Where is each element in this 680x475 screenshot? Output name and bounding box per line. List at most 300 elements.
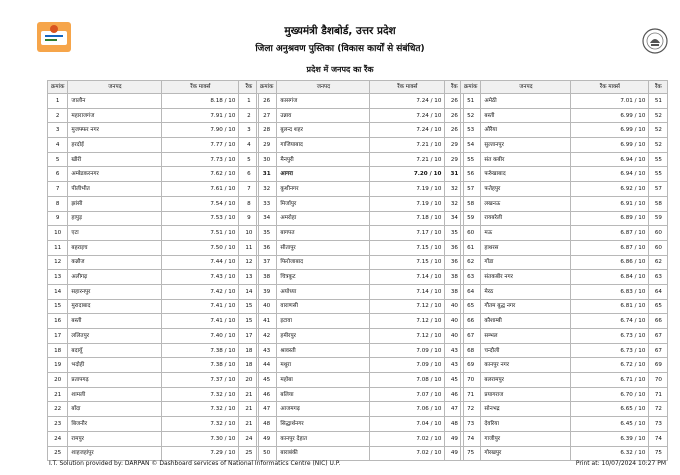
cell-rank: 20 bbox=[239, 373, 259, 388]
cell-score: 7.24 / 10 bbox=[370, 123, 445, 138]
cell-district: रामपुर bbox=[68, 431, 162, 446]
table-row bbox=[257, 123, 464, 138]
cell-serial: 74 bbox=[461, 431, 481, 446]
cell-district: अमरोहा bbox=[277, 211, 370, 226]
table-row bbox=[257, 358, 464, 373]
cell-district: शामली bbox=[68, 387, 162, 402]
cell-serial: 9 bbox=[48, 211, 68, 226]
cell-score: 7.90 / 10 bbox=[162, 123, 239, 138]
table-row bbox=[48, 240, 259, 255]
cell-score: 6.45 / 10 bbox=[571, 417, 649, 432]
cell-district: गाजीपुर bbox=[481, 431, 571, 446]
table-row bbox=[48, 123, 259, 138]
cell-rank: 60 bbox=[649, 240, 668, 255]
cell-score: 7.17 / 10 bbox=[370, 226, 445, 241]
cell-serial: 53 bbox=[461, 123, 481, 138]
cell-district: सम्भल bbox=[481, 329, 571, 344]
cell-district: गोरखपुर bbox=[481, 446, 571, 461]
cell-district: सोनभद्र bbox=[481, 402, 571, 417]
cell-rank: 6 bbox=[239, 167, 259, 182]
cell-district: प्रतापगढ़ bbox=[68, 373, 162, 388]
cell-district: अम्बेडकरनगर bbox=[68, 167, 162, 182]
cell-score: 7.53 / 10 bbox=[162, 211, 239, 226]
cell-district: गाजियाबाद bbox=[277, 138, 370, 153]
table-row bbox=[48, 329, 259, 344]
cell-score: 7.91 / 10 bbox=[162, 108, 239, 123]
cell-serial: 12 bbox=[48, 255, 68, 270]
table-row bbox=[48, 402, 259, 417]
cell-rank: 55 bbox=[649, 152, 668, 167]
table-row bbox=[257, 299, 464, 314]
cell-score: 7.43 / 10 bbox=[162, 270, 239, 285]
cell-score: 6.73 / 10 bbox=[571, 329, 649, 344]
cell-district: प्रयागराज bbox=[481, 387, 571, 402]
cell-district: चन्दौली bbox=[481, 343, 571, 358]
cell-district: फिरोजाबाद bbox=[277, 255, 370, 270]
cell-score: 6.92 / 10 bbox=[571, 182, 649, 197]
cell-serial: 46 bbox=[257, 387, 277, 402]
cell-rank: 9 bbox=[239, 211, 259, 226]
cell-district: खीरी bbox=[68, 152, 162, 167]
cell-score: 7.19 / 10 bbox=[370, 182, 445, 197]
cell-serial: 57 bbox=[461, 182, 481, 197]
cell-serial: 3 bbox=[48, 123, 68, 138]
cell-district: उन्नाव bbox=[277, 108, 370, 123]
cell-district: फर्रुखाबाद bbox=[481, 167, 571, 182]
cell-rank: 60 bbox=[649, 226, 668, 241]
table-row bbox=[257, 417, 464, 432]
cell-serial: 31 bbox=[257, 167, 277, 182]
table-row bbox=[48, 270, 259, 285]
table-row bbox=[461, 123, 668, 138]
cell-score: 7.54 / 10 bbox=[162, 196, 239, 211]
cell-district: बाँदा bbox=[68, 402, 162, 417]
cell-serial: 16 bbox=[48, 314, 68, 329]
cell-serial: 19 bbox=[48, 358, 68, 373]
cell-serial: 61 bbox=[461, 240, 481, 255]
cell-score: 6.32 / 10 bbox=[571, 446, 649, 461]
table-row bbox=[257, 431, 464, 446]
cell-serial: 59 bbox=[461, 211, 481, 226]
cell-score: 7.12 / 10 bbox=[370, 314, 445, 329]
cell-rank: 12 bbox=[239, 255, 259, 270]
cell-score: 6.71 / 10 bbox=[571, 373, 649, 388]
table-row bbox=[48, 387, 259, 402]
cell-score: 7.42 / 10 bbox=[162, 284, 239, 299]
table-row bbox=[257, 329, 464, 344]
table-row bbox=[257, 387, 464, 402]
cell-district: बहराइच bbox=[68, 240, 162, 255]
table-row bbox=[48, 446, 259, 461]
table-row bbox=[461, 196, 668, 211]
cell-score: 7.30 / 10 bbox=[162, 431, 239, 446]
table-header-row bbox=[48, 81, 259, 94]
cell-district: भदोही bbox=[68, 358, 162, 373]
cell-district: आजमगढ़ bbox=[277, 402, 370, 417]
cell-rank: 49 bbox=[445, 431, 464, 446]
cell-rank: 73 bbox=[649, 417, 668, 432]
cell-score: 6.86 / 10 bbox=[571, 255, 649, 270]
cell-district: बिजनौर bbox=[68, 417, 162, 432]
cell-district: मुरादाबाद bbox=[68, 299, 162, 314]
table-row bbox=[257, 182, 464, 197]
cell-serial: 63 bbox=[461, 270, 481, 285]
cell-rank: 46 bbox=[445, 387, 464, 402]
cell-rank: 49 bbox=[445, 446, 464, 461]
cell-district: श्रावस्ती bbox=[277, 343, 370, 358]
cell-serial: 60 bbox=[461, 226, 481, 241]
cell-district: रायबरेली bbox=[481, 211, 571, 226]
cell-serial: 1 bbox=[48, 94, 68, 109]
col-header-district: जनपद bbox=[481, 81, 571, 94]
table-row bbox=[461, 329, 668, 344]
table-row bbox=[461, 94, 668, 109]
table-row bbox=[461, 417, 668, 432]
cell-rank: 58 bbox=[649, 196, 668, 211]
cell-serial: 38 bbox=[257, 270, 277, 285]
cell-district: मुजफ्फर नगर bbox=[68, 123, 162, 138]
cell-rank: 15 bbox=[239, 314, 259, 329]
cell-serial: 42 bbox=[257, 329, 277, 344]
cell-district: सीतापुर bbox=[277, 240, 370, 255]
cell-score: 7.61 / 10 bbox=[162, 182, 239, 197]
cell-rank: 21 bbox=[239, 387, 259, 402]
cell-score: 7.21 / 10 bbox=[370, 138, 445, 153]
table-row bbox=[461, 431, 668, 446]
cell-district: ललितपुर bbox=[68, 329, 162, 344]
cell-district: गौतम बुद्ध नगर bbox=[481, 299, 571, 314]
table-row bbox=[48, 417, 259, 432]
cell-rank: 32 bbox=[445, 182, 464, 197]
cell-serial: 45 bbox=[257, 373, 277, 388]
cell-rank: 67 bbox=[649, 329, 668, 344]
col-header-score: रैंक मार्क्स bbox=[162, 81, 239, 94]
cell-score: 7.40 / 10 bbox=[162, 329, 239, 344]
cell-score: 6.70 / 10 bbox=[571, 387, 649, 402]
table-row bbox=[257, 167, 464, 182]
table-row bbox=[48, 196, 259, 211]
table-row bbox=[461, 211, 668, 226]
cell-serial: 70 bbox=[461, 373, 481, 388]
table-header-row bbox=[257, 81, 464, 94]
cell-district: वाराणसी bbox=[277, 299, 370, 314]
cell-rank: 5 bbox=[239, 152, 259, 167]
cell-rank: 52 bbox=[649, 123, 668, 138]
cell-score: 7.37 / 10 bbox=[162, 373, 239, 388]
table-row bbox=[257, 94, 464, 109]
col-header-district: जनपद bbox=[68, 81, 162, 94]
cell-score: 7.38 / 10 bbox=[162, 358, 239, 373]
cell-district: बलिया bbox=[277, 387, 370, 402]
cell-rank: 32 bbox=[445, 196, 464, 211]
cell-serial: 47 bbox=[257, 402, 277, 417]
cell-serial: 41 bbox=[257, 314, 277, 329]
page-subtitle: जिला अनुश्रवण पुस्तिका (विकास कार्यों से संबंधित) bbox=[255, 44, 425, 54]
col-header-rank: रैंक bbox=[445, 81, 464, 94]
cell-serial: 6 bbox=[48, 167, 68, 182]
cell-rank: 57 bbox=[649, 182, 668, 197]
cell-serial: 71 bbox=[461, 387, 481, 402]
cell-rank: 52 bbox=[649, 138, 668, 153]
cell-district: गोंडा bbox=[481, 255, 571, 270]
cell-score: 7.32 / 10 bbox=[162, 417, 239, 432]
cell-rank: 18 bbox=[239, 358, 259, 373]
cell-serial: 48 bbox=[257, 417, 277, 432]
cell-score: 7.07 / 10 bbox=[370, 387, 445, 402]
cell-score: 6.65 / 10 bbox=[571, 402, 649, 417]
rank-table-1 bbox=[47, 80, 259, 461]
cell-rank: 62 bbox=[649, 255, 668, 270]
cell-rank: 3 bbox=[239, 123, 259, 138]
table-row bbox=[461, 284, 668, 299]
table-row bbox=[461, 226, 668, 241]
cell-serial: 11 bbox=[48, 240, 68, 255]
cell-district: हाथरस bbox=[481, 240, 571, 255]
cell-district: महाराजगंज bbox=[68, 108, 162, 123]
cell-district: पीलीभीत bbox=[68, 182, 162, 197]
cell-serial: 68 bbox=[461, 343, 481, 358]
footer-credit: I.T. Solution provided by: DARPAN © Dashboard services of National Informatics Centre (NIC) U.P. bbox=[49, 460, 341, 467]
cell-rank: 7 bbox=[239, 182, 259, 197]
cell-serial: 49 bbox=[257, 431, 277, 446]
cell-score: 7.14 / 10 bbox=[370, 270, 445, 285]
cell-serial: 37 bbox=[257, 255, 277, 270]
cell-serial: 5 bbox=[48, 152, 68, 167]
cell-district: कन्नौज bbox=[68, 255, 162, 270]
cell-rank: 24 bbox=[239, 431, 259, 446]
cell-serial: 7 bbox=[48, 182, 68, 197]
cell-serial: 54 bbox=[461, 138, 481, 153]
cell-district: इटावा bbox=[277, 314, 370, 329]
cell-district: महोबा bbox=[277, 373, 370, 388]
cell-rank: 69 bbox=[649, 358, 668, 373]
cell-serial: 43 bbox=[257, 343, 277, 358]
cell-rank: 38 bbox=[445, 284, 464, 299]
col-header-rank: रैंक bbox=[239, 81, 259, 94]
cell-serial: 17 bbox=[48, 329, 68, 344]
cell-score: 7.24 / 10 bbox=[370, 108, 445, 123]
table-row bbox=[461, 358, 668, 373]
table-row bbox=[48, 314, 259, 329]
cell-score: 7.04 / 10 bbox=[370, 417, 445, 432]
cell-district: बलरामपुर bbox=[481, 373, 571, 388]
table-row bbox=[257, 255, 464, 270]
cell-serial: 21 bbox=[48, 387, 68, 402]
table-row bbox=[48, 373, 259, 388]
cell-score: 7.02 / 10 bbox=[370, 446, 445, 461]
cell-serial: 69 bbox=[461, 358, 481, 373]
cell-rank: 36 bbox=[445, 255, 464, 270]
cell-score: 7.44 / 10 bbox=[162, 255, 239, 270]
cell-score: 6.72 / 10 bbox=[571, 358, 649, 373]
cell-rank: 51 bbox=[649, 94, 668, 109]
col-header-score: रैंक मार्क्स bbox=[370, 81, 445, 94]
table-row bbox=[48, 343, 259, 358]
table-row bbox=[461, 182, 668, 197]
cell-score: 7.01 / 10 bbox=[571, 94, 649, 109]
cell-district: हरदोई bbox=[68, 138, 162, 153]
cell-score: 7.50 / 10 bbox=[162, 240, 239, 255]
table-row bbox=[257, 270, 464, 285]
table-row bbox=[257, 152, 464, 167]
cell-rank: 64 bbox=[649, 284, 668, 299]
table-row bbox=[461, 270, 668, 285]
cell-serial: 26 bbox=[257, 94, 277, 109]
table-row bbox=[461, 314, 668, 329]
cell-rank: 43 bbox=[445, 343, 464, 358]
cell-rank: 65 bbox=[649, 299, 668, 314]
cell-rank: 26 bbox=[445, 123, 464, 138]
cell-serial: 72 bbox=[461, 402, 481, 417]
cell-rank: 17 bbox=[239, 329, 259, 344]
cell-rank: 13 bbox=[239, 270, 259, 285]
cell-score: 6.87 / 10 bbox=[571, 226, 649, 241]
cell-rank: 40 bbox=[445, 314, 464, 329]
cell-serial: 27 bbox=[257, 108, 277, 123]
cell-score: 6.89 / 10 bbox=[571, 211, 649, 226]
cell-serial: 34 bbox=[257, 211, 277, 226]
table-row bbox=[48, 211, 259, 226]
cell-score: 6.99 / 10 bbox=[571, 108, 649, 123]
table-header-row bbox=[461, 81, 668, 94]
cell-district: झांसी bbox=[68, 196, 162, 211]
cell-score: 7.18 / 10 bbox=[370, 211, 445, 226]
cell-rank: 48 bbox=[445, 417, 464, 432]
cell-serial: 14 bbox=[48, 284, 68, 299]
table-row bbox=[461, 138, 668, 153]
cell-district: आगरा bbox=[277, 167, 370, 182]
cell-district: देवरिया bbox=[481, 417, 571, 432]
cell-rank: 75 bbox=[649, 446, 668, 461]
cell-rank: 63 bbox=[649, 270, 668, 285]
table-row bbox=[48, 431, 259, 446]
cell-rank: 66 bbox=[649, 314, 668, 329]
cell-district: सिद्धार्थनगर bbox=[277, 417, 370, 432]
table-row bbox=[48, 255, 259, 270]
cell-rank: 38 bbox=[445, 270, 464, 285]
table-row bbox=[48, 94, 259, 109]
cell-district: अमेठी bbox=[481, 94, 571, 109]
cell-serial: 30 bbox=[257, 152, 277, 167]
page-header bbox=[0, 0, 680, 74]
cell-district: अयोध्या bbox=[277, 284, 370, 299]
cell-score: 7.12 / 10 bbox=[370, 329, 445, 344]
cell-district: मिर्जापुर bbox=[277, 196, 370, 211]
cell-serial: 67 bbox=[461, 329, 481, 344]
cell-rank: 67 bbox=[649, 343, 668, 358]
cell-score: 7.09 / 10 bbox=[370, 343, 445, 358]
cell-serial: 55 bbox=[461, 152, 481, 167]
cell-score: 7.29 / 10 bbox=[162, 446, 239, 461]
cell-serial: 15 bbox=[48, 299, 68, 314]
cell-serial: 52 bbox=[461, 108, 481, 123]
col-header-rank: रैंक bbox=[649, 81, 668, 94]
cell-rank: 14 bbox=[239, 284, 259, 299]
cell-serial: 32 bbox=[257, 182, 277, 197]
cell-serial: 36 bbox=[257, 240, 277, 255]
table-row bbox=[461, 240, 668, 255]
page-title: मुख्यमंत्री डैशबोर्ड, उत्तर प्रदेश bbox=[284, 25, 396, 37]
cell-district: मेरठ bbox=[481, 284, 571, 299]
table-row bbox=[257, 108, 464, 123]
cell-district: बस्ती bbox=[481, 108, 571, 123]
cell-serial: 25 bbox=[48, 446, 68, 461]
cell-rank: 8 bbox=[239, 196, 259, 211]
table-row bbox=[48, 182, 259, 197]
table-row bbox=[257, 196, 464, 211]
cell-serial: 73 bbox=[461, 417, 481, 432]
col-header-serial: क्रमांक bbox=[461, 81, 481, 94]
table-row bbox=[257, 211, 464, 226]
cell-rank: 74 bbox=[649, 431, 668, 446]
cell-rank: 18 bbox=[239, 343, 259, 358]
cell-score: 6.83 / 10 bbox=[571, 284, 649, 299]
cell-district: कानपुर देहात bbox=[277, 431, 370, 446]
cell-district: कौशाम्बी bbox=[481, 314, 571, 329]
cell-rank: 71 bbox=[649, 387, 668, 402]
cell-district: फतेहपुर bbox=[481, 182, 571, 197]
cell-rank: 59 bbox=[649, 211, 668, 226]
cell-serial: 65 bbox=[461, 299, 481, 314]
cell-serial: 28 bbox=[257, 123, 277, 138]
table-row bbox=[48, 167, 259, 182]
cell-rank: 11 bbox=[239, 240, 259, 255]
cell-score: 6.74 / 10 bbox=[571, 314, 649, 329]
table-row bbox=[48, 226, 259, 241]
cell-score: 7.41 / 10 bbox=[162, 299, 239, 314]
cell-score: 6.91 / 10 bbox=[571, 196, 649, 211]
table-row bbox=[257, 284, 464, 299]
cell-district: मऊ bbox=[481, 226, 571, 241]
cell-serial: 33 bbox=[257, 196, 277, 211]
cell-score: 7.21 / 10 bbox=[370, 152, 445, 167]
cell-score: 7.15 / 10 bbox=[370, 240, 445, 255]
cell-serial: 62 bbox=[461, 255, 481, 270]
cell-rank: 40 bbox=[445, 299, 464, 314]
cell-district: हापुड़ bbox=[68, 211, 162, 226]
cell-score: 6.84 / 10 bbox=[571, 270, 649, 285]
table-row bbox=[48, 284, 259, 299]
cell-rank: 26 bbox=[445, 108, 464, 123]
cell-score: 7.15 / 10 bbox=[370, 255, 445, 270]
cell-district: अलीगढ़ bbox=[68, 270, 162, 285]
cell-district: चित्रकूट bbox=[277, 270, 370, 285]
cell-score: 7.32 / 10 bbox=[162, 402, 239, 417]
table-row bbox=[461, 402, 668, 417]
cell-rank: 40 bbox=[445, 329, 464, 344]
cell-serial: 50 bbox=[257, 446, 277, 461]
cell-serial: 51 bbox=[461, 94, 481, 109]
cell-rank: 52 bbox=[649, 108, 668, 123]
cell-score: 7.51 / 10 bbox=[162, 226, 239, 241]
cell-district: मथुरा bbox=[277, 358, 370, 373]
cell-serial: 29 bbox=[257, 138, 277, 153]
cell-serial: 58 bbox=[461, 196, 481, 211]
cell-district: कानपुर नगर bbox=[481, 358, 571, 373]
cell-serial: 39 bbox=[257, 284, 277, 299]
table-caption: प्रदेश में जनपद का रैंक bbox=[306, 65, 374, 74]
cell-score: 6.39 / 10 bbox=[571, 431, 649, 446]
cell-score: 7.73 / 10 bbox=[162, 152, 239, 167]
cell-district: शाहजहांपुर bbox=[68, 446, 162, 461]
cell-district: सुल्तानपुर bbox=[481, 138, 571, 153]
table-row bbox=[48, 108, 259, 123]
cell-rank: 21 bbox=[239, 402, 259, 417]
col-header-serial: क्रमांक bbox=[48, 81, 68, 94]
cell-district: बागपत bbox=[277, 226, 370, 241]
table-row bbox=[48, 299, 259, 314]
cell-score: 7.02 / 10 bbox=[370, 431, 445, 446]
